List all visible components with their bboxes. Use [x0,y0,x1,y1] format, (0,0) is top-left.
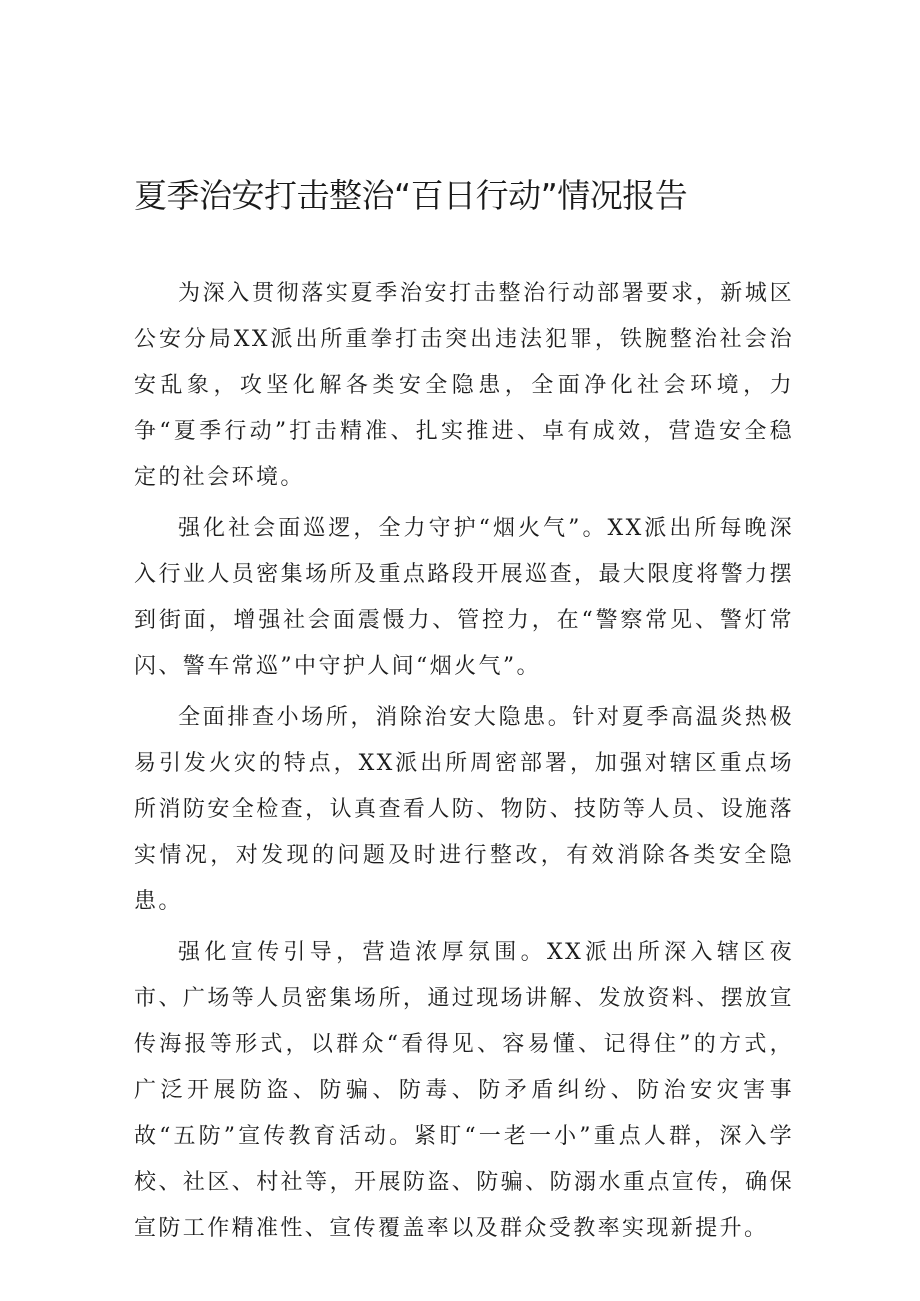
document-body [134,271,794,1257]
paragraph-inspection: 全面排查小场所，消除治安大隐患。针对夏季高温炎热极易引发火灾的特点，XX派出所周密部署，加强对辖区重点场所消防安全检查，认真查看人防、物防、技防等人员、设施落实情况，对发现的问题及时进行整改，有效消除各类安全隐患。 [134,705,794,914]
paragraph-publicity: 强化宣传引导，营造浓厚氛围。XX派出所深入辖区夜市、广场等人员密集场所，通过现场讲解、发放资料、摆放宣传海报等形式，以群众“看得见、容易懂、记得住”的方式，广泛开展防盗、防骗、防毒、防矛盾纠纷、防治安灾害事故“五防”宣传教育活动。紧盯“一老一小”重点人群，深入学校、社区、村社等，开展防盗、防骗、防溺水重点宣传，确保宣防工作精准性、宣传覆盖率以及群众受教率实现新提升。 [134,940,794,1241]
document-title: 夏季治安打击整治“百日行动”情况报告 [134,176,688,215]
paragraph-intro: 为深入贯彻落实夏季治安打击整治行动部署要求，新城区公安分局XX派出所重拳打击突出违法犯罪，铁腕整治社会治安乱象，攻坚化解各类安全隐患，全面净化社会环境，力争“夏季行动”打击精准、扎实推进、卓有成效，营造安全稳定的社会环境。 [134,281,794,490]
paragraph-patrol: 强化社会面巡逻，全力守护“烟火气”。XX派出所每晚深入行业人员密集场所及重点路段开展巡查，最大限度将警力摆到街面，增强社会面震慑力、管控力，在“警察常见、警灯常闪、警车常巡”中守护人间“烟火气”。 [134,516,794,679]
